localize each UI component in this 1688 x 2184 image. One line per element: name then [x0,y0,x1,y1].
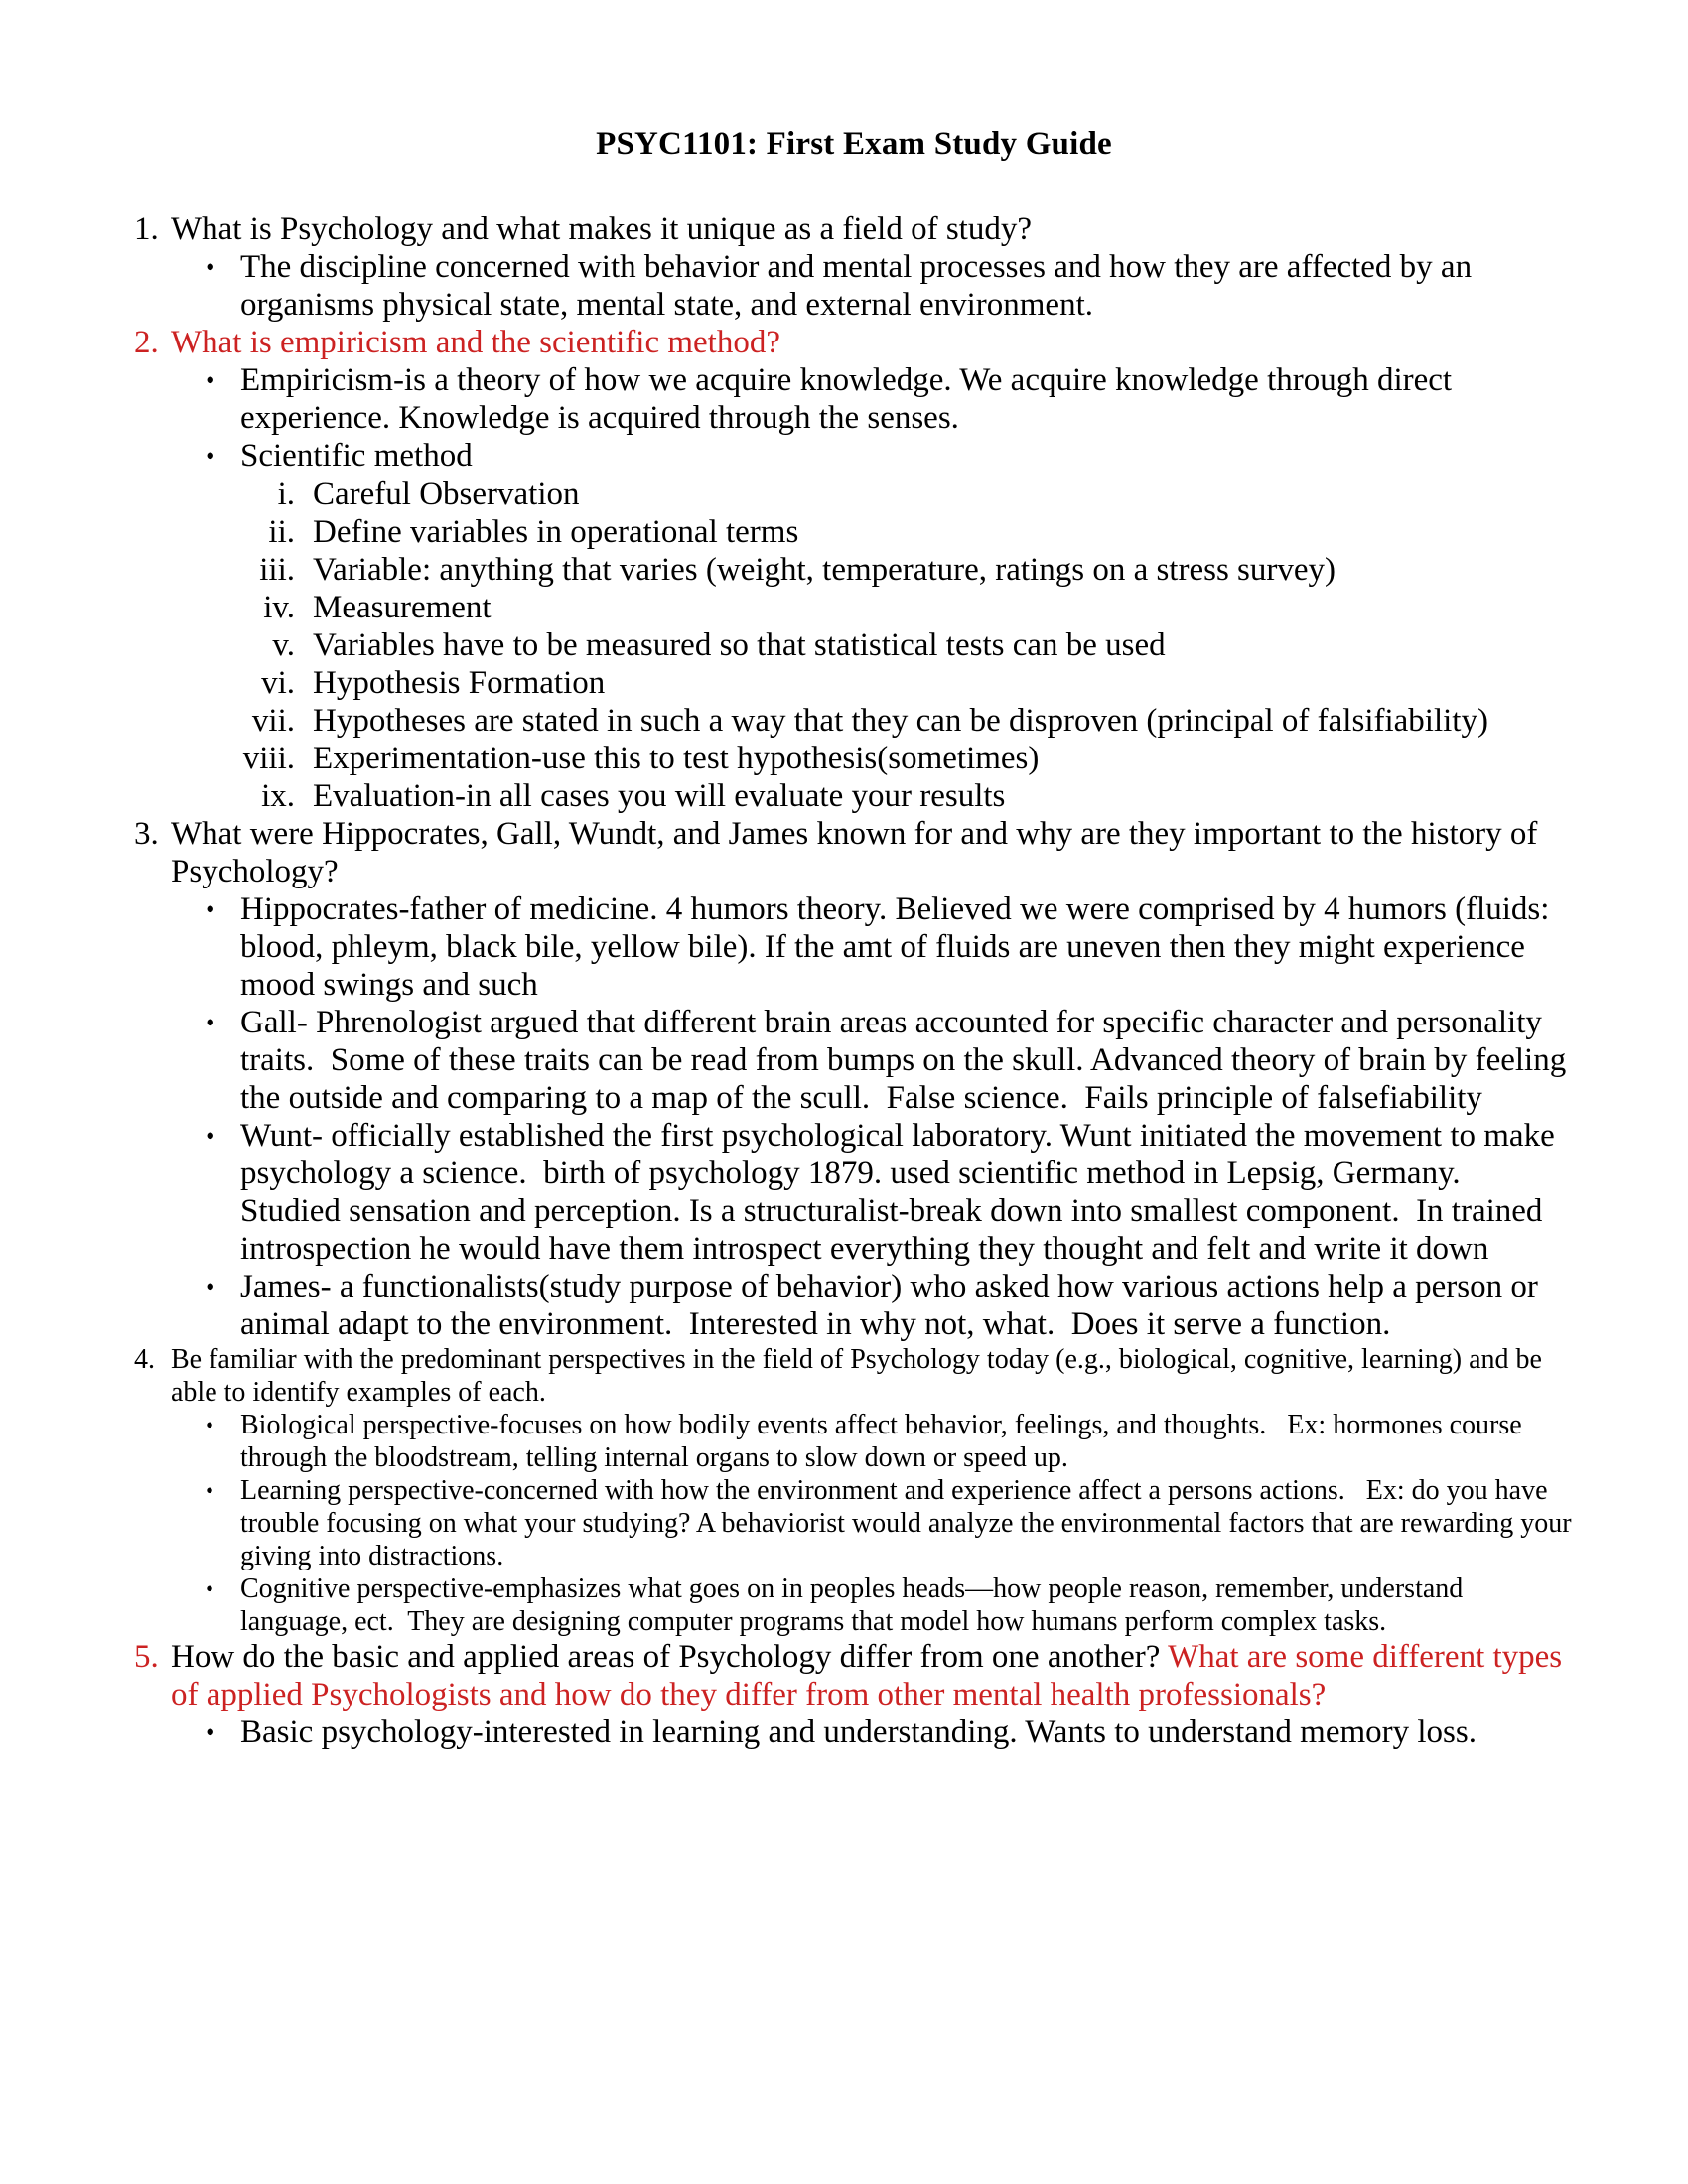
roman-item [134,740,1574,777]
roman-numeral: v. [272,627,295,663]
bullet-text: Scientific method [240,438,473,474]
question-item-4 [134,1343,1574,1409]
question-text: Be familiar with the predominant perspectives in the field of Psychology today (e.g., biological, cognitive, learning) and be able to identify examples of each. [171,1344,1549,1408]
bullet-icon [206,890,240,929]
roman-item [134,476,1574,513]
question-text [171,1638,1574,1713]
question-text: What is Psychology and what makes it unique as a field of study? [171,211,1032,247]
roman-item [134,513,1574,551]
answer-bullet [134,1572,1574,1638]
answer-bullet [134,1268,1574,1343]
roman-numeral: iii. [259,552,295,588]
question-text: What were Hippocrates, Gall, Wundt, and James known for and why are they important to the history of Psychology? [171,816,1546,889]
bullet-text: James- a functionalists(study purpose of behavior) who asked how various actions help a person or animal adapt to the environment. Interested in why not, what. Does it serve a function. [240,1269,1547,1342]
answer-bullet [134,1409,1574,1474]
bullet-text: Learning perspective-concerned with how the environment and experience affect a persons actions. Ex: do you have trouble focusing on what your studying? A behaviorist would analyze the environmental factors that are rewarding your giving into distractions. [240,1475,1579,1571]
bullet-text: Wunt- officially established the first psychological laboratory. Wunt initiated the movement to make psychology a science. birth of psychology 1879. used scientific method in Lepsig, Germany. Studied sensation and perception. Is a structuralist-break down into smallest component. In trained introspection he would have them introspect everything they thought and felt and write it down [240,1118,1563,1267]
bullet-text: The discipline concerned with behavior and mental processes and how they are affected by an organisms physical state, mental state, and external environment. [240,249,1480,323]
bullet-icon [206,1117,240,1156]
answer-bullet [134,1004,1574,1117]
question-text-red: What are some different types of applied Psychologists and how do they differ from other mental health professionals? [171,1639,1571,1712]
roman-item [134,702,1574,740]
question-item-3 [134,815,1574,890]
answer-bullet [134,1713,1574,1752]
question-text: What is empiricism and the scientific method? [171,325,780,360]
roman-item [134,626,1574,664]
roman-numeral: vii. [251,703,295,739]
roman-text: Evaluation-in all cases you will evaluate your results [313,778,1006,814]
roman-text: Experimentation-use this to test hypothesis(sometimes) [313,741,1040,776]
question-item-2 [134,324,1574,361]
roman-item [134,777,1574,815]
roman-item [134,589,1574,626]
roman-numeral: iv. [263,590,295,625]
roman-item [134,664,1574,702]
bullet-text: Biological perspective-focuses on how bodily events affect behavior, feelings, and thoughts. Ex: hormones course through the bloodstream, telling internal organs to slow down or speed up. [240,1410,1529,1473]
answer-bullet [134,890,1574,1004]
roman-text: Define variables in operational terms [313,514,799,550]
roman-numeral: ix. [261,778,295,814]
roman-numeral: ii. [268,514,295,550]
answer-bullet [134,361,1574,437]
bullet-text: Hippocrates-father of medicine. 4 humors theory. Believed we were comprised by 4 humors (fluids: blood, phleym, black bile, yellow bile). If the amt of fluids are uneven then they might experience mood swings and such [240,891,1558,1003]
bullet-icon [206,1004,240,1042]
answer-bullet [134,248,1574,324]
answer-bullet [134,1474,1579,1572]
bullet-icon [206,248,240,287]
bullet-text: Gall- Phrenologist argued that different brain areas accounted for specific character and personality traits. Some of these traits can be read from bumps on the skull. Advanced theory of brain by feeling the outside and comparing to a map of the scull. False science. Fails principle of falsefiability [240,1005,1575,1116]
bullet-icon [206,1409,240,1442]
bullet-icon [206,1474,240,1508]
roman-text: Measurement [313,590,492,625]
list-number: 3. [134,816,159,852]
roman-numeral: i. [277,477,295,512]
roman-text: Variable: anything that varies (weight, temperature, ratings on a stress survey) [313,552,1336,588]
question-item-1 [134,210,1574,248]
roman-text: Variables have to be measured so that statistical tests can be used [313,627,1166,663]
question-text-black: How do the basic and applied areas of Psychology differ from one another? [171,1639,1169,1675]
roman-text: Careful Observation [313,477,580,512]
list-number: 4. [134,1344,155,1375]
bullet-icon [206,1268,240,1306]
bullet-icon [206,361,240,400]
roman-item [134,551,1574,589]
bullet-text: Empiricism-is a theory of how we acquire knowledge. We acquire knowledge through direct experience. Knowledge is acquired through the senses. [240,362,1461,436]
bullet-text: Basic psychology-interested in learning and understanding. Wants to understand memory loss. [240,1714,1477,1750]
answer-bullet [134,437,1574,476]
roman-text: Hypothesis Formation [313,665,606,701]
list-number: 1. [134,211,159,247]
roman-numeral: viii. [242,741,295,776]
page-title: PSYC1101: First Exam Study Guide [596,126,1112,162]
bullet-icon [206,1713,240,1752]
section-perspectives [134,1343,1579,1638]
roman-numeral: vi. [261,665,295,701]
question-item-5 [134,1638,1574,1713]
answer-bullet [134,1117,1574,1268]
bullet-icon [206,437,240,476]
list-number: 2. [134,325,159,360]
bullet-icon [206,1572,240,1606]
roman-text: Hypotheses are stated in such a way that they can be disproven (principal of falsifiability) [313,703,1488,739]
bullet-text: Cognitive perspective-emphasizes what goes on in peoples heads—how people reason, remember, understand language, ect. They are designing computer programs that model how humans perform complex tasks. [240,1573,1471,1637]
list-number: 5. [134,1639,159,1675]
